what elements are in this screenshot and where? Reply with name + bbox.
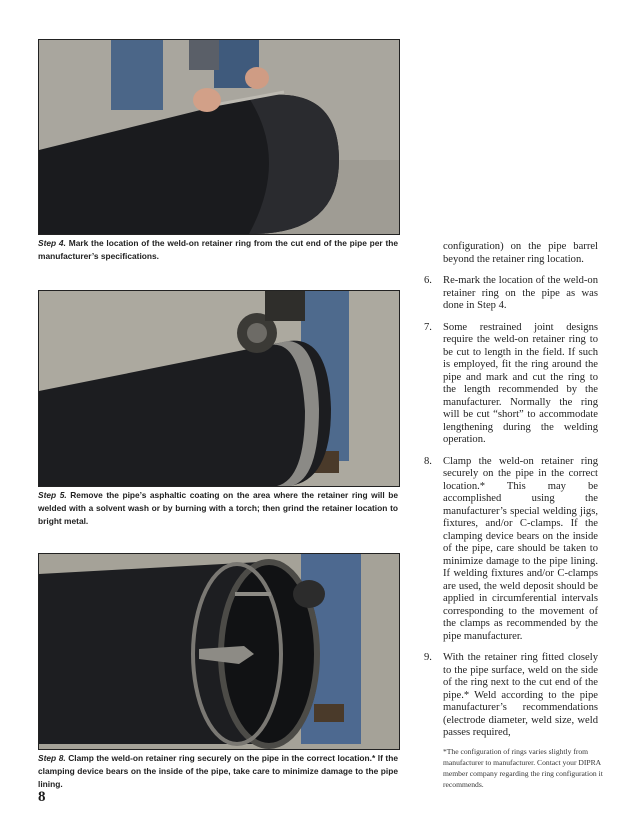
list-item-text: Some restrained joint designs require the weld-on retainer ring to be cut to length in the field. If such is employed, fit the ring around the pipe and mark and cut the ring to the length recommended by the manufacturer. Normally the ring will be cut “short” to accommodate lengthening during the welding operation. (443, 321, 598, 445)
list-item-number: 9. (424, 652, 432, 663)
continued-text: configuration) on the pipe barrel beyond the retainer ring location. (443, 241, 598, 265)
photo-step4-image (39, 40, 399, 234)
list-item (424, 652, 598, 740)
list-item (424, 322, 598, 447)
photo-step5 (38, 290, 400, 487)
caption-step8 (38, 752, 398, 791)
list-item-text: With the retainer ring fitted closely to the pipe surface, weld on the side of the ring next to the cut end of the pipe.* Weld according to the pipe manufacturer’s recommendations (electrode diameter, weld size, weld passes required, (443, 652, 598, 738)
list-item-text: Clamp the weld-on retainer ring securely on the pipe in the correct location.* This may be accomplished using the manufacturer’s special welding jigs, fixtures, and/or C-clamps. If the clamping device bears on the inside of the pipe, care should be taken to minimize damage to the pipe lining. If welding fixtures and/or C-clamps are used, the weld deposit should be applied in circumferential intervals corresponding to the movement of the clamps as recommended by the pipe manufacturer. (443, 455, 598, 642)
caption-step8-text: Clamp the weld-on retainer ring securely on the pipe in the correct location.* If the clamping device bears on the inside of the pipe, take care to minimize damage to the pipe lining. (38, 753, 398, 789)
caption-step8-label: Step 8. (38, 753, 66, 763)
list-item-number: 8. (424, 455, 432, 467)
caption-step5-label: Step 5. (38, 490, 67, 500)
list-item-number: 6. (424, 275, 432, 286)
instructions-column (424, 241, 598, 740)
page-number: 8 (38, 789, 46, 805)
list-item-text: Re-mark the location of the weld-on retainer ring on the pipe as was done in Step 4. (443, 275, 598, 311)
caption-step5-text: Remove the pipe’s asphaltic coating on the area where the retainer ring will be welded with a solvent wash or by burning with a torch; then grind the retainer location to bright metal. (38, 490, 398, 526)
photo-step5-image (39, 291, 399, 486)
list-item-number: 7. (424, 321, 432, 333)
caption-step5 (38, 489, 398, 528)
caption-step4-text: Mark the location of the weld-on retainer ring from the cut end of the pipe per the manufacturer’s specifications. (38, 238, 399, 261)
photo-step8-image (39, 554, 399, 749)
caption-step4 (38, 237, 398, 263)
footnote: *The configuration of rings varies slightly from manufacturer to manufacturer. Contact your DIPRA member company regarding the ring configuration it recommends. (443, 747, 603, 789)
list-item (424, 275, 598, 313)
photo-step4 (38, 39, 400, 235)
photo-step8 (38, 553, 400, 750)
caption-step4-label: Step 4. (38, 238, 66, 248)
list-item (424, 456, 598, 644)
